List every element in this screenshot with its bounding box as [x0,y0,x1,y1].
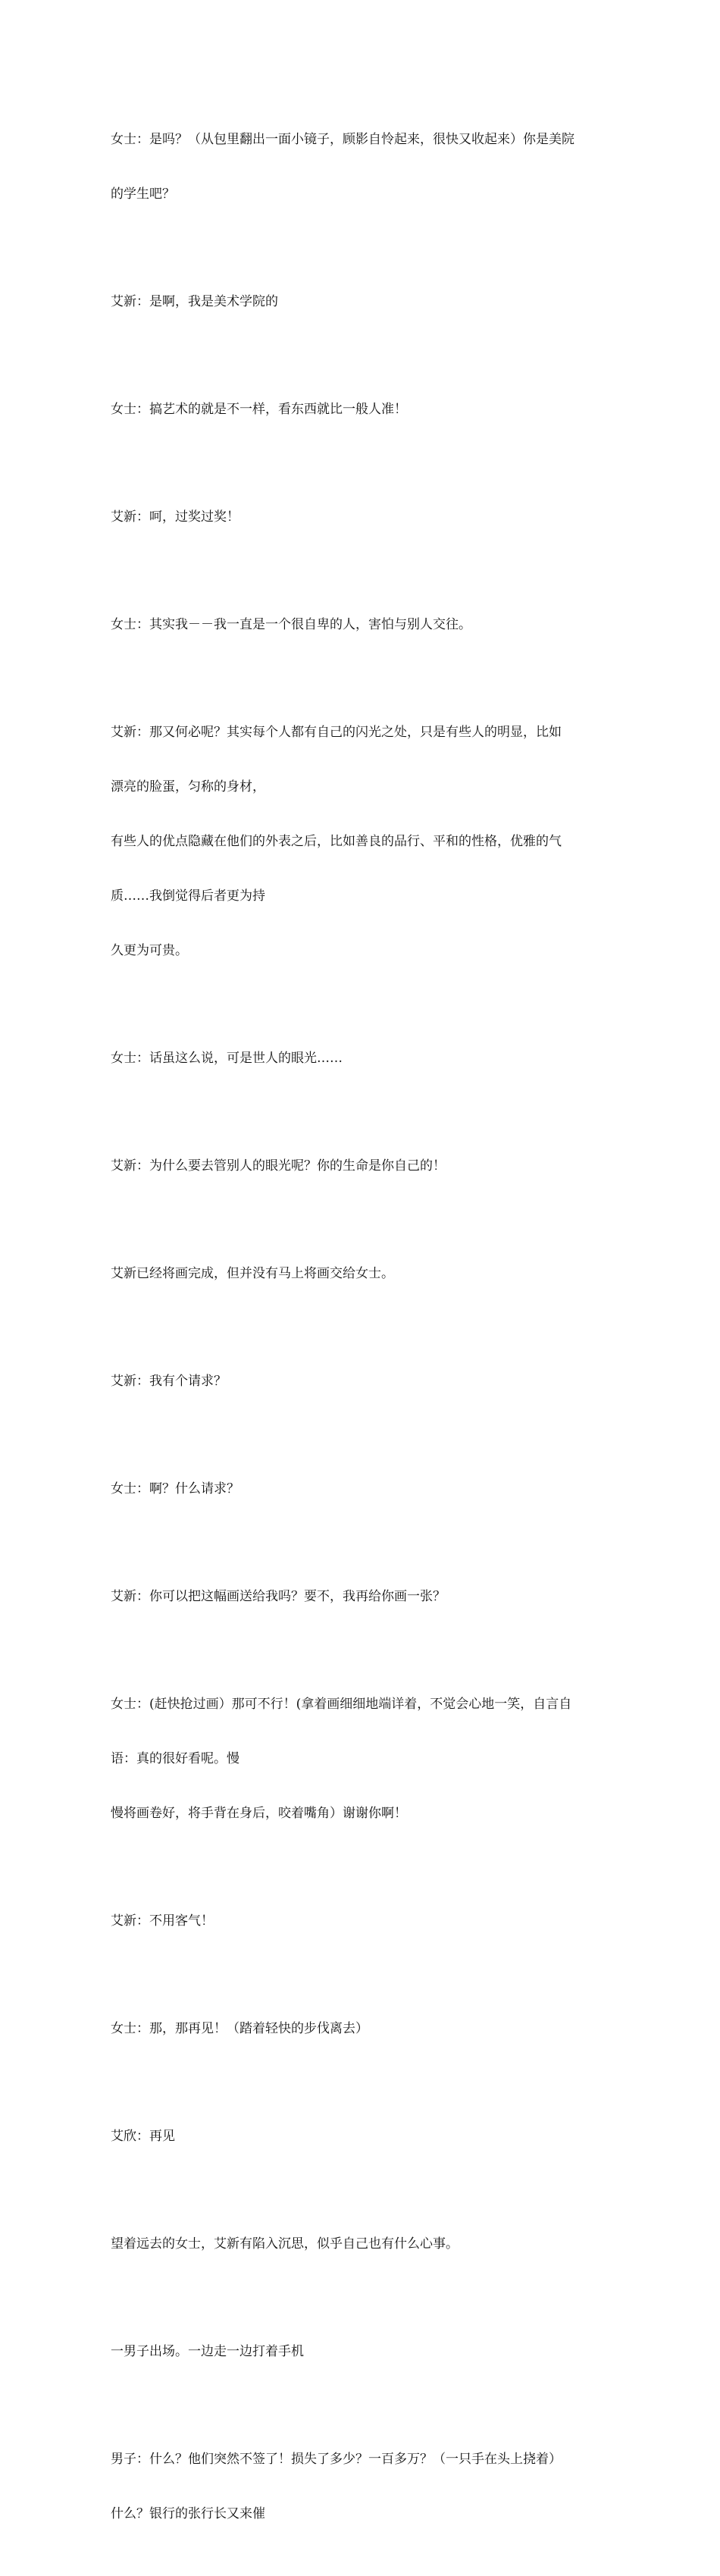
dialogue-paragraph [111,1013,614,1104]
dialogue-paragraph [111,1120,614,1211]
text-line: 一男子出场。一边走一边打着手机 [111,2344,304,2359]
text-line: 艾新已经将画完成，但并没有马上将画交给女士。 [111,1266,394,1281]
dialogue-paragraph [111,579,614,670]
text-line: 艾新：不用客气！ [111,1913,214,1929]
text-line: 女士：其实我－－我一直是一个很自卑的人，害怕与别人交往。 [111,617,471,632]
text-line: 女士：话虽这么说，可是世人的眼光…… [111,1051,343,1066]
text-line: 艾新：那又何必呢？其实每个人都有自己的闪光之处，只是有些人的明显，比如 [111,725,562,740]
text-line: 艾欣：再见 [111,2129,175,2144]
dialogue-paragraph [111,687,614,996]
dialogue-paragraph [111,256,614,347]
dialogue-paragraph [111,1336,614,1427]
dialogue-paragraph [111,1443,614,1534]
stage-direction-paragraph [111,1228,614,1319]
text-line: 艾新：是啊，我是美术学院的 [111,294,278,309]
dialogue-paragraph [111,1551,614,1642]
dialogue-paragraph [111,1983,614,2074]
text-line: 质……我倒觉得后者更为持 [111,888,265,904]
text-line: 女士：啊？什么请求？ [111,1481,239,1496]
text-line: 艾新：你可以把这幅画送给我吗？要不，我再给你画一张？ [111,1589,446,1604]
text-line: 望着远去的女士，艾新有陷入沉思，似乎自己也有什么心事。 [111,2236,459,2252]
text-line: 艾新：呵，过奖过奖！ [111,509,239,525]
script-text [111,94,614,2576]
text-line: 女士：是吗？（从包里翻出一面小镜子，顾影自怜起来，很快又收起来）你是美院 [111,132,574,147]
text-line: 什么？银行的张行长又来催 [111,2506,265,2521]
text-line: 男子：什么？他们突然不签了！损失了多少？一百多万？（一只手在头上挠着） [111,2452,562,2467]
text-line: 漂亮的脸蛋，匀称的身材， [111,779,265,794]
dialogue-paragraph [111,2414,614,2559]
dialogue-paragraph [111,1659,614,1859]
text-line: 艾新：为什么要去管别人的眼光呢？你的生命是你自己的！ [111,1158,446,1174]
text-line: 艾新：我有个请求？ [111,1374,227,1389]
dialogue-paragraph [111,1876,614,1966]
text-line: 久更为可贵。 [111,943,188,958]
text-line: 的学生吧？ [111,186,175,202]
text-line: 女士：搞艺术的就是不一样，看东西就比一般人准！ [111,402,407,417]
text-line: 语：真的很好看呢。慢 [111,1751,239,1766]
dialogue-paragraph [111,472,614,563]
text-line: 女士：(赶快抢过画）那可不行！(拿着画细细地端详着，不觉会心地一笑，自言自 [111,1697,572,1712]
text-line: 慢将画卷好，将手背在身后，咬着嘴角）谢谢你啊！ [111,1806,407,1821]
dialogue-paragraph [111,94,614,240]
dialogue-paragraph [111,2091,614,2182]
stage-direction-paragraph [111,2198,614,2289]
text-line: 有些人的优点隐藏在他们的外表之后，比如善良的品行、平和的性格，优雅的气 [111,834,562,849]
dialogue-paragraph [111,364,614,455]
text-line: 女士：那，那再见！（踏着轻快的步伐离去） [111,2021,368,2036]
stage-direction-paragraph [111,2306,614,2397]
